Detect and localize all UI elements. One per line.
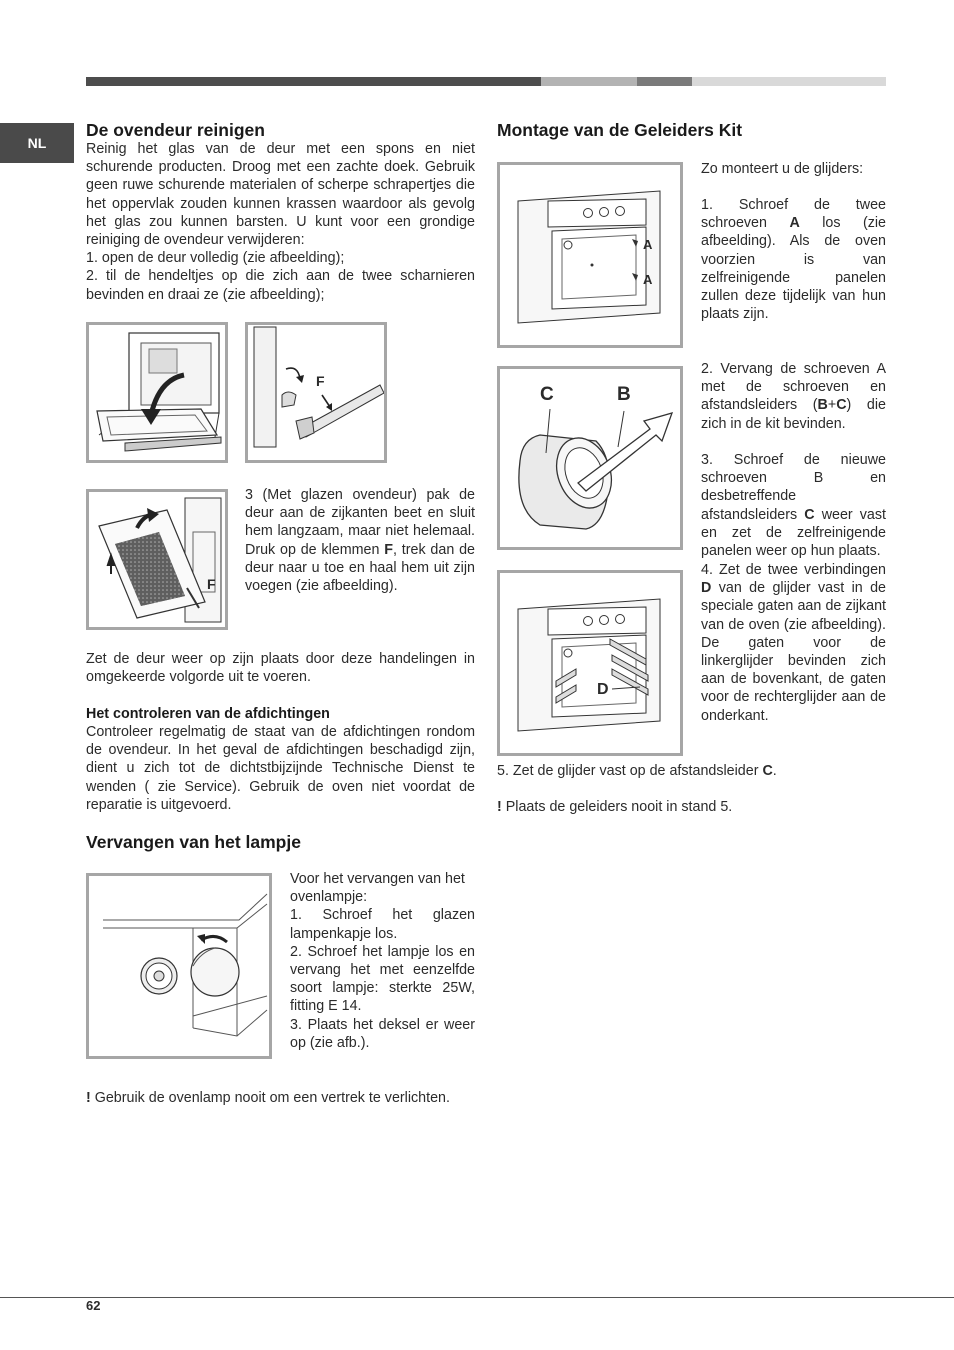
door-step-2: 2. til de hendeltjes op die zich aan de twee scharnieren bevinden en draai ze (zie afbeelding);	[86, 268, 475, 303]
oven-rails-illustration	[500, 573, 680, 753]
reassemble-text: Zet de deur weer op zijn plaats door deze handelingen in omgekeerde volgorde uit te voeren.	[86, 651, 475, 686]
remove-door-illustration	[89, 492, 225, 627]
figure-oven-screws	[497, 162, 683, 348]
lamp-step-3: 3. Plaats het deksel er weer op (zie afb.).	[290, 1016, 475, 1051]
kit-warning	[497, 798, 886, 816]
label-d: D	[597, 681, 609, 698]
kit-step-5-label-c: C	[762, 763, 773, 779]
lamp-warning-text: Gebruik de ovenlamp nooit om een vertrek te verlichten.	[90, 1090, 450, 1106]
door-cleaning-text	[86, 140, 475, 304]
kit-step-2-label-c: C	[836, 397, 847, 414]
figure-oven-rails	[497, 570, 683, 756]
label-f: F	[207, 576, 216, 592]
figure-open-door	[86, 322, 228, 463]
kit-step-2-label-b: B	[817, 397, 828, 414]
language-tab: NL	[0, 123, 74, 163]
door-step-3-text-b: , trek dan de deur naar u toe en haal hem uit zijn voegen (zie afbeelding).	[245, 541, 475, 595]
seals-text: Controleer regelmatig de staat van de afdichtingen rondom de ovendeur. In het geval de afdichtingen beschadigd zijn, dient u zich tot de dichtstbijzijnde Technische Dienst te wenden ( zie Service). Gebruik de oven niet voordat de reparatie is uitgevoerd.	[86, 724, 475, 813]
kit-step-4-text-a: 4. Zet de twee verbindingen	[701, 562, 886, 578]
kit-step-3-label-c: C	[804, 506, 815, 523]
kit-step-1	[701, 196, 886, 323]
figure-hinge-lever	[245, 322, 387, 463]
header-bar-segment-pale	[692, 77, 886, 86]
warning-icon: !	[497, 799, 502, 815]
lamp-step-1: 1. Schroef het glazen lampenkapje los.	[290, 907, 475, 942]
kit-step-4	[701, 561, 886, 725]
hinge-illustration	[248, 325, 384, 460]
header-bar-segment-dark	[86, 77, 541, 86]
label-a-bottom: A	[643, 272, 653, 287]
label-c: C	[540, 384, 554, 405]
door-step-1: 1. open de deur volledig (zie afbeelding);	[86, 250, 345, 267]
door-step-3-label-f: F	[384, 541, 393, 558]
kit-intro: Zo monteert u de glijders:	[701, 161, 864, 177]
kit-step-5-text-b: .	[772, 763, 777, 779]
open-door-illustration	[89, 325, 225, 460]
oven-screws-illustration	[500, 165, 680, 345]
kit-step-1-label-a: A	[789, 215, 800, 232]
kit-step-2-text-a: 2. Vervang de schroeven A met de schroeven en afstandsleiders (	[701, 361, 886, 414]
footer-rule	[0, 1297, 954, 1298]
figure-lamp	[86, 873, 272, 1059]
warning-icon: !	[86, 1090, 91, 1106]
door-step-3	[245, 486, 475, 595]
kit-step-1-text-a: 1. Schroef de twee schroeven	[701, 197, 886, 232]
lamp-intro: Voor het vervangen van het ovenlampje:	[290, 871, 465, 906]
page-number: 62	[86, 1298, 101, 1313]
kit-step-2-plus: +	[827, 397, 837, 414]
kit-step-3	[701, 451, 886, 560]
kit-step-2	[701, 360, 886, 433]
section-title-kit: Montage van de Geleiders Kit	[497, 120, 743, 140]
kit-step-1-text-b: los (zie afbeelding). Als de oven voorzien is van zelfreinigende panelen zullen deze tijdelijk van hun plaats zijn.	[701, 215, 887, 323]
door-step-3-text-a: 3 (Met glazen ovendeur) pak de deur aan de zijkanten beet en sluit hem langzaam, maar niet helemaal. Druk op de klemmen	[245, 487, 475, 558]
kit-step-5	[497, 762, 886, 780]
door-cleaning-intro: Reinig het glas van de deur met een spons en niet schurende producten. Droog met een zachte doek. Gebruik geen ruwe schurende materialen of scherpe schrapertjes die het oppervlak zouden kunnen krassen waardoor als gevolg het glas zou kunnen barsten. U kunt voor een grondige reiniging de ovendeur verwijderen:	[86, 141, 475, 249]
figure-remove-door	[86, 489, 228, 630]
kit-step-3-text-b: weer vast en zet de zelfreinigende panelen weer op hun plaats.	[701, 506, 886, 560]
label-b: B	[617, 384, 631, 405]
section-title-door-cleaning: De ovendeur reinigen	[86, 120, 265, 140]
kit-warning-text: Plaats de geleiders nooit in stand 5.	[501, 799, 733, 815]
figure-spacer-screw	[497, 366, 683, 550]
kit-step-2-text-b: ) die zich in de kit bevinden.	[701, 397, 886, 432]
kit-step-3-text-a: 3. Schroef de nieuwe schroeven B en desbetreffende afstandsleiders	[701, 452, 886, 523]
header-bar-segment-mid	[637, 77, 692, 86]
header-color-bar	[86, 77, 886, 86]
label-a-top: A	[643, 237, 653, 252]
label-f: F	[316, 373, 325, 389]
header-bar-segment-light	[541, 77, 637, 86]
lamp-step-2: 2. Schroef het lampje los en vervang het met eenzelfde soort lampje: sterkte 25W, fitting E 14.	[290, 943, 475, 1015]
spacer-screw-illustration	[500, 369, 680, 547]
lamp-text	[290, 870, 475, 1052]
lamp-warning	[86, 1089, 486, 1107]
section-title-lamp: Vervangen van het lampje	[86, 832, 301, 852]
kit-step-4-text-b: van de glijder vast in de speciale gaten aan de zijkant van de oven (zie afbeelding). De gaten voor de linkerglijder bevinden zich aan de bovenkant, de gaten voor de rechterglijder aan de onderkant.	[701, 580, 886, 724]
seals-title: Het controleren van de afdichtingen	[86, 706, 330, 722]
lamp-illustration	[89, 876, 269, 1056]
kit-step-4-label-d: D	[701, 580, 712, 597]
kit-step-5-text-a: 5. Zet de glijder vast op de afstandsleider	[497, 763, 763, 779]
